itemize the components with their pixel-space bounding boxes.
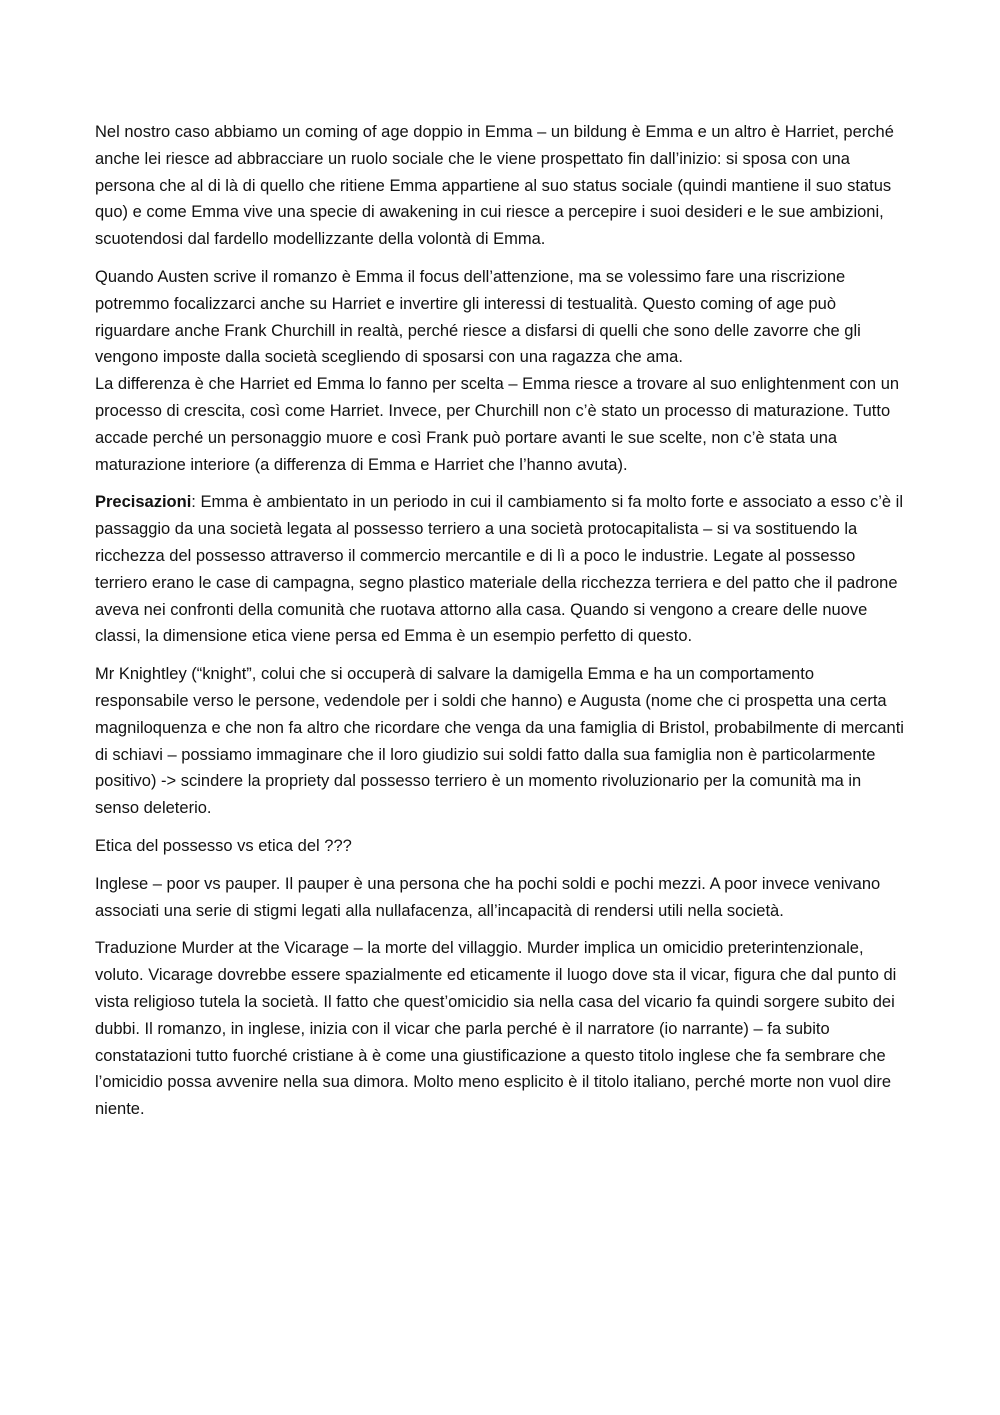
paragraph-text: Mr Knightley (“knight”, colui che si occuperà di salvare la damigella Emma e ha un comportamento responsabile verso le persone, vedendole per i soldi che hanno) e Augusta (nome che ci prospetta una certa magniloquenza e che non fa altro che ricordare che venga da una famiglia di Bristol, probabilmente di mercanti di schiavi – possiamo immaginare che il loro giudizio sui soldi fatto dalla sua famiglia non è particolarmente positivo) -> scindere la propriety dal possesso terriero è un momento rivoluzionario per la comunità ma in senso deleterio. [95,665,904,818]
paragraph-coming-of-age [95,119,907,253]
document-page [95,119,907,1134]
paragraph-poor-pauper [95,871,907,925]
paragraph-etica-possesso [95,833,907,860]
paragraph-differenza [95,371,907,478]
paragraph-text: La differenza è che Harriet ed Emma lo fanno per scelta – Emma riesce a trovare al suo enlightenment con un processo di crescita, così come Harriet. Invece, per Churchill non c’è stato un processo di maturazione. Tutto accade perché un personaggio muore e così Frank può portare avanti le sue scelte, non c’è stata una maturazione interiore (a differenza di Emma e Harriet che l’hanno avuta). [95,375,900,474]
paragraph-text: Etica del possesso vs etica del ??? [95,836,352,855]
paragraph-lead-bold: Precisazioni [95,493,192,512]
paragraph-text: Traduzione Murder at the Vicarage – la morte del villaggio. Murder implica un omicidio preterintenzionale, voluto. Vicarage dovrebbe essere spazialmente ed eticamente il luogo dove sta il vicar, figura che dal punto di vista religioso tutela la società. Il fatto che quest’omicidio sia nella casa del vicario fa quindi sorgere subito dei dubbi. Il romanzo, in inglese, inizia con il vicar che parla perché è il narratore (io narrante) – fa subito constatazioni tutto fuorché cristiane à è come una giustificazione a questo titolo inglese che fa sembrare che l’omicidio possa avvenire nella sua dimora. Molto meno esplicito è il titolo italiano, perché morte non vuol dire niente. [95,939,897,1119]
paragraph-text: Inglese – poor vs pauper. Il pauper è una persona che ha pochi soldi e pochi mezzi. A poor invece venivano associati una serie di stigmi legati alla nullafacenza, all’incapacità di rendersi utili nella società. [95,874,881,920]
paragraph-murder-vicarage [95,935,907,1123]
paragraph-text: Quando Austen scrive il romanzo è Emma il focus dell’attenzione, ma se volessimo fare una riscrizione potremmo focalizzarci anche su Harriet e invertire gli interessi di testualità. Questo coming of age può riguardare anche Frank Churchill in realtà, perché riesce a disfarsi di quelli che sono delle zavorre che gli vengono imposte dalla società scegliendo di sposarsi con una ragazza che ama. [95,267,861,367]
paragraph-text: : Emma è ambientato in un periodo in cui il cambiamento si fa molto forte e associato a esso c’è il passaggio da una società legata al possesso terriero a una società protocapitalista – si va sostituendo la ricchezza del possesso attraverso il commercio mercantile e di lì a poco le industrie. Legate al possesso terriero erano le case di campagna, segno plastico materiale della ricchezza terriera e del patto che il padrone aveva nei confronti della comunità che ruotava attorno alla casa. Quando si vengono a creare delle nuove classi, la dimensione etica viene persa ed Emma è un esempio perfetto di questo. [95,493,903,646]
paragraph-knightley-augusta [95,661,907,822]
paragraph-austen-focus [95,264,907,371]
paragraph-precisazioni [95,489,907,650]
paragraph-text: Nel nostro caso abbiamo un coming of age doppio in Emma – un bildung è Emma e un altro è Harriet, perché anche lei riesce ad abbracciare un ruolo sociale che le viene prospettato fin dall’inizio: si sposa con una persona che al di là di quello che ritiene Emma appartiene al suo status sociale (quindi mantiene il suo status quo) e come Emma vive una specie di awakening in cui riesce a percepire i suoi desideri e le sue ambizioni, scuotendosi dal fardello modellizzante della volontà di Emma. [95,123,894,249]
